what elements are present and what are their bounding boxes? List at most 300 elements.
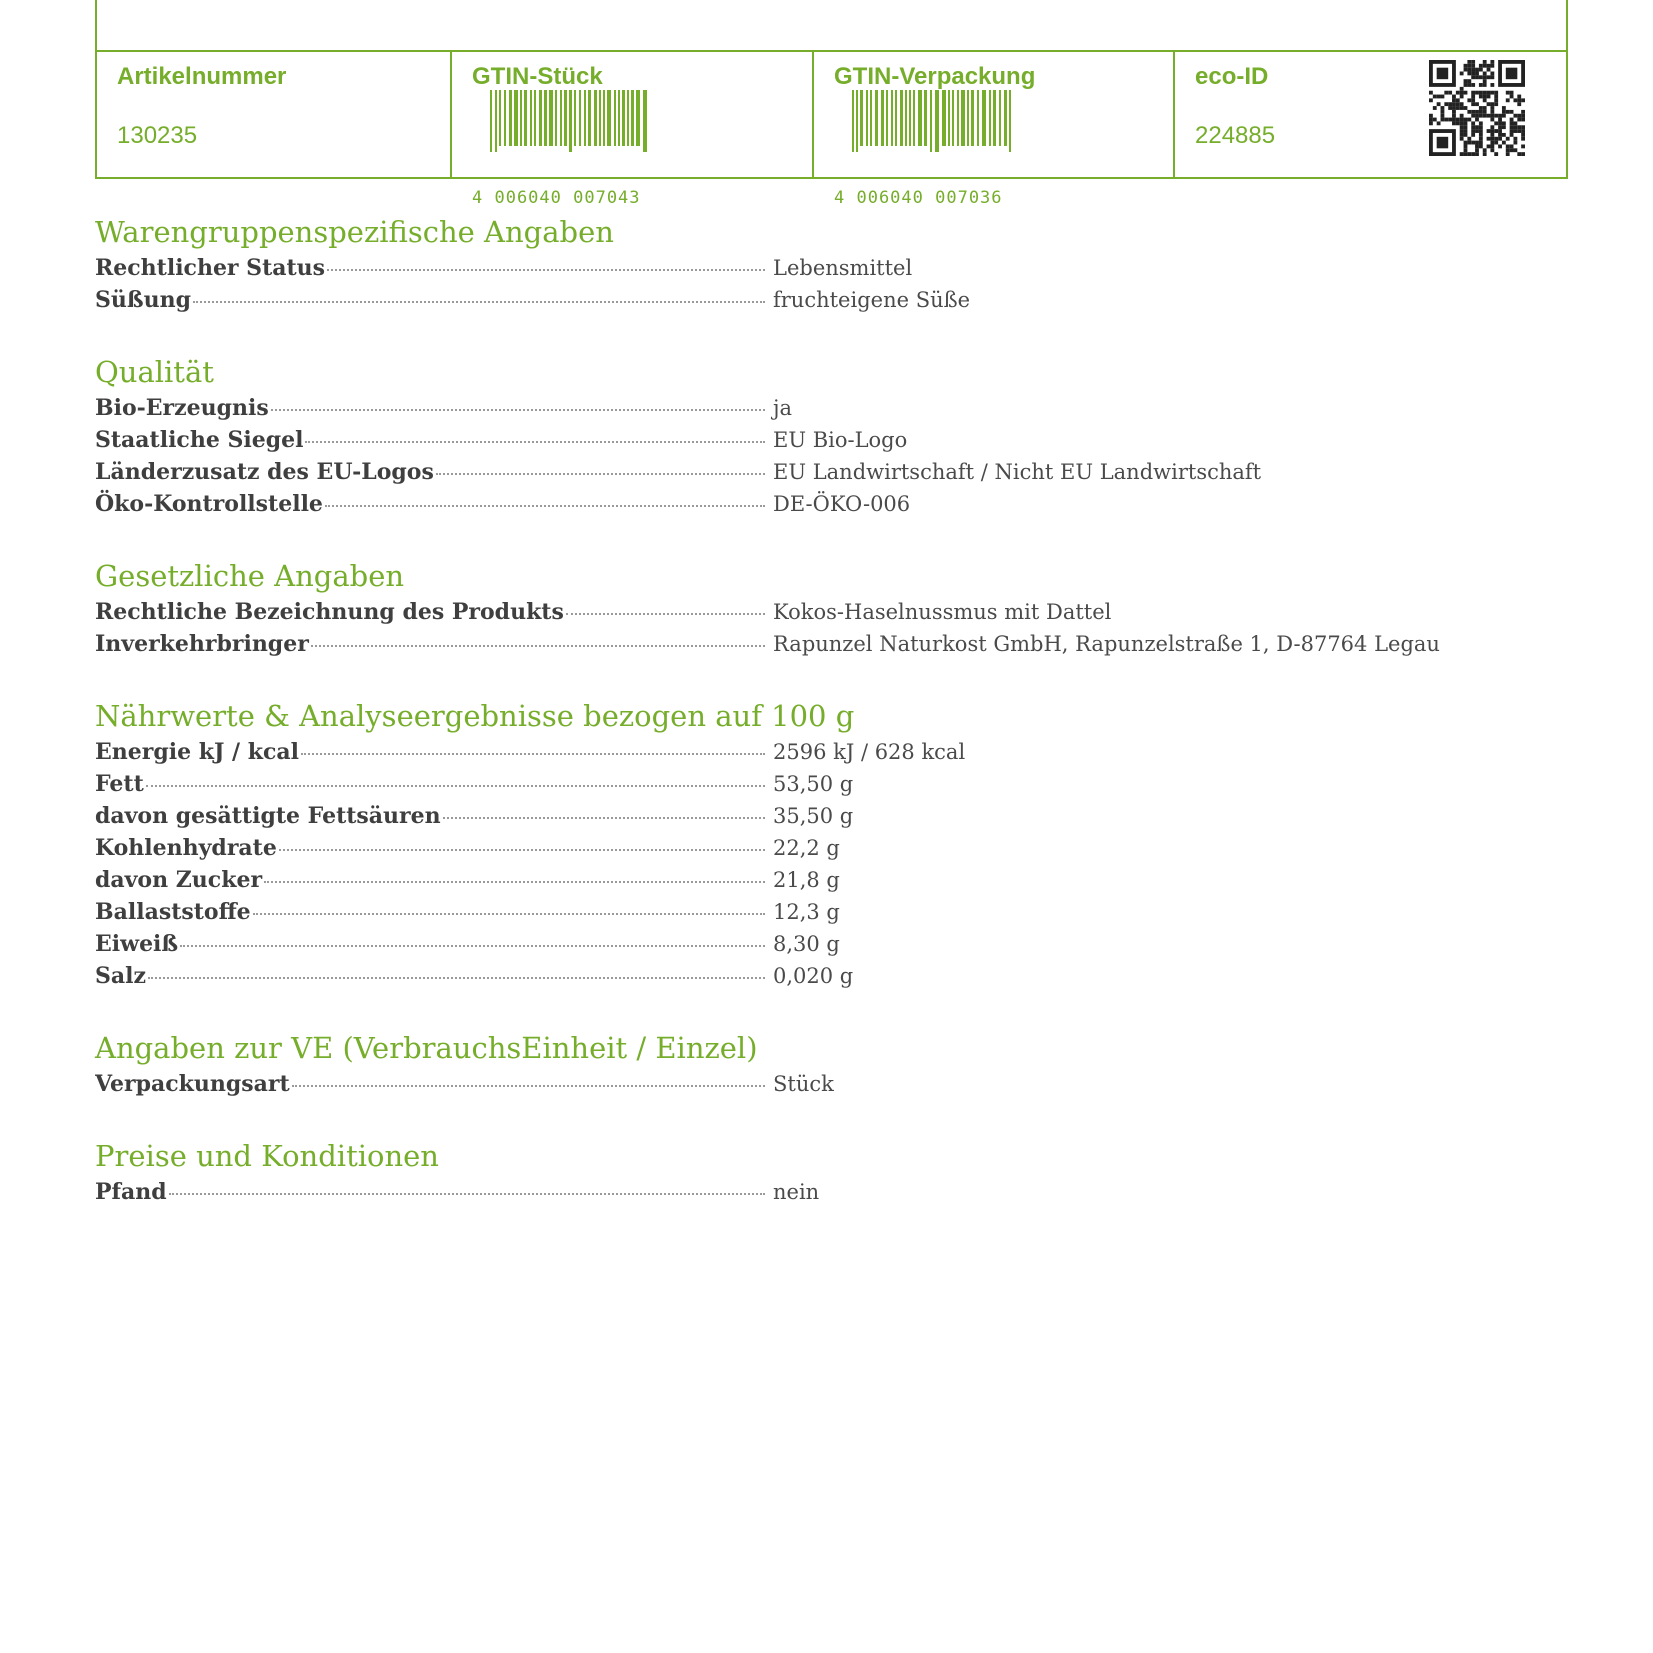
spec-row xyxy=(95,284,1475,316)
qr-module xyxy=(1460,121,1464,125)
qr-module xyxy=(1487,64,1491,68)
spec-value: DE-ÖKO-006 xyxy=(773,492,911,516)
qr-module xyxy=(1490,148,1494,152)
qr-module xyxy=(1471,95,1475,99)
qr-module xyxy=(1510,95,1514,99)
qr-module xyxy=(1479,137,1483,141)
dot-leader xyxy=(325,505,765,507)
qr-module xyxy=(1513,121,1517,125)
qr-module xyxy=(1475,114,1479,118)
qr-module xyxy=(1479,125,1483,129)
qr-module xyxy=(1521,137,1525,141)
qr-module xyxy=(1471,98,1475,102)
barcode-bar xyxy=(599,90,601,146)
qr-module xyxy=(1479,95,1483,99)
qr-module xyxy=(1487,144,1491,148)
qr-module xyxy=(1441,95,1445,99)
qr-module xyxy=(1471,125,1475,129)
barcode-bar xyxy=(607,90,611,146)
spec-label xyxy=(95,1068,765,1100)
qr-module xyxy=(1464,152,1468,156)
qr-module xyxy=(1475,110,1479,114)
barcode-bar xyxy=(636,90,640,146)
qr-module xyxy=(1483,152,1487,156)
barcode-bar xyxy=(856,90,858,152)
qr-module xyxy=(1494,98,1498,102)
section-title: Nährwerte & Analyseergebnisse bezogen auf 100 g xyxy=(95,699,855,733)
qr-module xyxy=(1502,133,1506,137)
qr-module xyxy=(1513,114,1517,118)
qr-module xyxy=(1475,148,1479,152)
spec-label-text: Ballaststoffe xyxy=(95,899,251,925)
barcode-bar xyxy=(534,90,536,146)
gtin-stueck-label: GTIN-Stück xyxy=(472,63,603,90)
qr-module xyxy=(1483,64,1487,68)
spec-value: EU Bio-Logo xyxy=(773,428,908,452)
qr-module xyxy=(1490,75,1494,79)
barcode-bar xyxy=(564,90,567,146)
qr-module xyxy=(1479,91,1483,95)
qr-code-icon xyxy=(1429,60,1525,156)
eco-id-value: 224885 xyxy=(1195,122,1276,149)
dot-leader xyxy=(566,613,765,615)
id-row xyxy=(97,50,1566,208)
qr-module xyxy=(1464,79,1468,83)
gtin-verpackung-label: GTIN-Verpackung xyxy=(834,63,1036,90)
qr-module xyxy=(1471,102,1475,106)
qr-module xyxy=(1452,106,1456,110)
spec-value: Kokos-Haselnussmus mit Dattel xyxy=(773,600,1112,624)
barcode-bar xyxy=(900,90,903,146)
qr-module xyxy=(1467,141,1471,145)
qr-module xyxy=(1483,91,1487,95)
barcode-bar xyxy=(935,90,939,152)
qr-module xyxy=(1475,152,1479,156)
qr-module xyxy=(1502,121,1506,125)
qr-module xyxy=(1479,144,1483,148)
barcode-bar xyxy=(603,90,605,146)
qr-module xyxy=(1521,98,1525,102)
barcode-bar xyxy=(495,90,497,152)
barcode-bar xyxy=(499,90,501,146)
spec-value: 53,50 g xyxy=(773,772,854,796)
qr-module xyxy=(1490,64,1494,68)
qr-module xyxy=(1471,114,1475,118)
qr-module xyxy=(1517,118,1521,122)
qr-module xyxy=(1521,110,1525,114)
barcode-bar xyxy=(574,90,576,146)
qr-module xyxy=(1498,144,1502,148)
qr-module xyxy=(1483,98,1487,102)
spec-row xyxy=(95,392,1475,424)
qr-finder xyxy=(1506,68,1518,80)
eco-id-label: eco-ID xyxy=(1195,63,1269,90)
qr-module xyxy=(1513,137,1517,141)
dot-leader xyxy=(264,881,765,883)
qr-module xyxy=(1464,64,1468,68)
section-title: Preise und Konditionen xyxy=(95,1139,439,1173)
qr-module xyxy=(1479,133,1483,137)
spec-value: Lebensmittel xyxy=(773,256,913,280)
gtin-verpackung-number: 4 006040 007036 xyxy=(834,188,1003,208)
qr-module xyxy=(1506,110,1510,114)
spec-label-text: Rechtlicher Status xyxy=(95,255,326,281)
qr-module xyxy=(1452,118,1456,122)
qr-module xyxy=(1490,114,1494,118)
qr-module xyxy=(1467,118,1471,122)
barcode-bar xyxy=(977,90,979,146)
qr-module xyxy=(1498,133,1502,137)
barcode-bar xyxy=(584,90,586,146)
dot-leader xyxy=(443,817,765,819)
qr-module xyxy=(1502,125,1506,129)
spec-label xyxy=(95,1176,765,1208)
spec-label-text: Eiweiß xyxy=(95,931,179,957)
qr-module xyxy=(1464,68,1468,72)
qr-module xyxy=(1475,68,1479,72)
spec-label xyxy=(95,800,765,832)
qr-module xyxy=(1506,144,1510,148)
qr-module xyxy=(1467,152,1471,156)
barcode-bars xyxy=(834,90,1016,152)
qr-module xyxy=(1502,106,1506,110)
spec-row xyxy=(95,488,1475,520)
qr-module xyxy=(1479,68,1483,72)
barcode-bar xyxy=(569,90,572,152)
spec-row xyxy=(95,456,1475,488)
qr-module xyxy=(1448,106,1452,110)
barcode-bar xyxy=(913,90,915,146)
barcode-bar xyxy=(490,90,492,152)
qr-module xyxy=(1433,106,1437,110)
qr-module xyxy=(1452,114,1456,118)
qr-module xyxy=(1517,114,1521,118)
qr-module xyxy=(1437,95,1441,99)
barcode-bar xyxy=(930,90,932,152)
barcode-bar xyxy=(881,90,884,146)
dot-leader xyxy=(436,473,765,475)
spec-label-text: Länderzusatz des EU-Logos xyxy=(95,459,434,485)
barcode-bar xyxy=(961,90,965,146)
spec-label xyxy=(95,424,765,456)
dot-leader xyxy=(311,645,765,647)
spec-value: 21,8 g xyxy=(773,868,840,892)
barcode-bar xyxy=(870,90,872,146)
qr-module xyxy=(1487,114,1491,118)
qr-finder xyxy=(1437,137,1449,149)
qr-module xyxy=(1513,148,1517,152)
qr-module xyxy=(1471,110,1475,114)
dot-leader xyxy=(327,269,765,271)
qr-module xyxy=(1502,110,1506,114)
qr-module xyxy=(1494,121,1498,125)
qr-module xyxy=(1498,125,1502,129)
barcode-bar xyxy=(622,90,625,146)
qr-module xyxy=(1483,83,1487,87)
qr-module xyxy=(1490,60,1494,64)
gtin-stueck-barcode-icon xyxy=(472,90,654,208)
qr-module xyxy=(1487,129,1491,133)
artikelnummer-label: Artikelnummer xyxy=(117,63,287,90)
barcode-bar xyxy=(594,90,597,146)
qr-module xyxy=(1429,121,1433,125)
qr-module xyxy=(1483,72,1487,76)
dot-leader xyxy=(305,441,765,443)
barcode-bar xyxy=(539,90,542,146)
qr-module xyxy=(1483,79,1487,83)
artikelnummer-value: 130235 xyxy=(117,122,198,149)
barcode-bar xyxy=(860,90,863,146)
qr-module xyxy=(1464,121,1468,125)
spec-value: 35,50 g xyxy=(773,804,854,828)
qr-module xyxy=(1483,95,1487,99)
qr-module xyxy=(1506,98,1510,102)
qr-module xyxy=(1498,129,1502,133)
qr-module xyxy=(1471,68,1475,72)
barcode-bar xyxy=(504,90,506,146)
qr-module xyxy=(1475,118,1479,122)
dot-leader xyxy=(146,785,765,787)
qr-module xyxy=(1490,141,1494,145)
qr-module xyxy=(1494,91,1498,95)
gtin-verpackung-barcode-icon xyxy=(834,90,1016,208)
qr-module xyxy=(1456,121,1460,125)
qr-module xyxy=(1456,106,1460,110)
qr-module xyxy=(1441,110,1445,114)
qr-module xyxy=(1513,98,1517,102)
qr-module xyxy=(1429,98,1433,102)
spec-section xyxy=(95,1136,1475,1208)
qr-module xyxy=(1437,102,1441,106)
qr-module xyxy=(1483,110,1487,114)
spec-value: EU Landwirtschaft / Nicht EU Landwirtschaft xyxy=(773,460,1262,484)
qr-module xyxy=(1483,60,1487,64)
qr-module xyxy=(1498,118,1502,122)
qr-module xyxy=(1471,75,1475,79)
qr-module xyxy=(1464,144,1468,148)
qr-module xyxy=(1498,121,1502,125)
artikelnummer-cell xyxy=(97,52,452,177)
dot-leader xyxy=(301,753,765,755)
qr-module xyxy=(1460,87,1464,91)
section-title: Gesetzliche Angaben xyxy=(95,559,405,593)
qr-module xyxy=(1471,91,1475,95)
qr-module xyxy=(1475,129,1479,133)
qr-module xyxy=(1433,118,1437,122)
qr-module xyxy=(1444,91,1448,95)
spec-value: 2596 kJ / 628 kcal xyxy=(773,740,966,764)
qr-module xyxy=(1510,121,1514,125)
spec-label-text: Staatliche Siegel xyxy=(95,427,304,453)
spec-value: 22,2 g xyxy=(773,836,840,860)
qr-module xyxy=(1460,125,1464,129)
qr-module xyxy=(1475,75,1479,79)
qr-module xyxy=(1490,110,1494,114)
qr-module xyxy=(1490,91,1494,95)
dot-leader xyxy=(253,913,765,915)
qr-module xyxy=(1464,83,1468,87)
barcode-bar xyxy=(509,90,512,146)
barcode-bar xyxy=(918,90,922,146)
qr-module xyxy=(1475,102,1479,106)
qr-module xyxy=(1510,118,1514,122)
qr-module xyxy=(1479,121,1483,125)
qr-module xyxy=(1464,125,1468,129)
spec-row xyxy=(95,424,1475,456)
qr-module xyxy=(1475,144,1479,148)
barcode-bar xyxy=(971,90,974,146)
qr-module xyxy=(1513,141,1517,145)
barcode-bar xyxy=(614,90,616,146)
spec-row xyxy=(95,960,1475,992)
barcode-bar xyxy=(905,90,907,146)
qr-module xyxy=(1452,95,1456,99)
spec-value: 8,30 g xyxy=(773,932,840,956)
spec-row xyxy=(95,864,1475,896)
qr-module xyxy=(1471,133,1475,137)
qr-module xyxy=(1487,68,1491,72)
qr-module xyxy=(1460,102,1464,106)
qr-module xyxy=(1429,118,1433,122)
spec-label xyxy=(95,768,765,800)
spec-label-text: Rechtliche Bezeichnung des Produkts xyxy=(95,599,564,625)
qr-module xyxy=(1521,152,1525,156)
spec-label xyxy=(95,252,765,284)
spec-label xyxy=(95,928,765,960)
qr-module xyxy=(1460,118,1464,122)
spec-label-text: Süßung xyxy=(95,287,191,313)
qr-module xyxy=(1452,121,1456,125)
dot-leader xyxy=(271,409,765,411)
spec-label xyxy=(95,736,765,768)
qr-module xyxy=(1521,129,1525,133)
section-title: Warengruppenspezifische Angaben xyxy=(95,215,614,249)
spec-label-text: Fett xyxy=(95,771,144,797)
qr-module xyxy=(1490,72,1494,76)
spec-label xyxy=(95,864,765,896)
barcode-bar xyxy=(989,90,991,146)
qr-module xyxy=(1460,72,1464,76)
spec-value: 0,020 g xyxy=(773,964,854,988)
barcode-bar xyxy=(875,90,878,146)
qr-module xyxy=(1510,125,1514,129)
qr-module xyxy=(1479,114,1483,118)
spec-value: 12,3 g xyxy=(773,900,840,924)
qr-module xyxy=(1441,114,1445,118)
dot-leader xyxy=(169,1193,765,1195)
qr-module xyxy=(1490,144,1494,148)
qr-module xyxy=(1467,60,1471,64)
qr-module xyxy=(1479,129,1483,133)
qr-module xyxy=(1448,102,1452,106)
qr-module xyxy=(1460,137,1464,141)
spec-label-text: davon gesättigte Fettsäuren xyxy=(95,803,441,829)
gtin-stueck-cell xyxy=(452,52,814,208)
spec-value: Stück xyxy=(773,1072,834,1096)
dot-leader xyxy=(180,945,765,947)
spec-label xyxy=(95,628,765,660)
spec-value: fruchteigene Süße xyxy=(773,288,971,312)
qr-module xyxy=(1441,118,1445,122)
barcode-bar xyxy=(967,90,969,146)
qr-module xyxy=(1517,102,1521,106)
qr-module xyxy=(1487,102,1491,106)
qr-module xyxy=(1444,102,1448,106)
barcode-bar xyxy=(631,90,634,146)
spec-row xyxy=(95,800,1475,832)
barcode-bar xyxy=(520,90,522,146)
spec-value: ja xyxy=(773,396,793,420)
barcode-bar xyxy=(852,90,854,152)
qr-module xyxy=(1460,129,1464,133)
qr-module xyxy=(1471,129,1475,133)
qr-module xyxy=(1479,141,1483,145)
spec-label-text: Salz xyxy=(95,963,146,989)
barcode-bar xyxy=(993,90,996,146)
qr-module xyxy=(1521,133,1525,137)
qr-module xyxy=(1494,137,1498,141)
qr-module xyxy=(1467,137,1471,141)
qr-module xyxy=(1487,91,1491,95)
qr-module xyxy=(1452,98,1456,102)
spec-row xyxy=(95,768,1475,800)
gtin-verpackung-cell xyxy=(814,52,1175,208)
barcode-bar xyxy=(999,90,1001,146)
spec-label xyxy=(95,488,765,520)
qr-module xyxy=(1490,83,1494,87)
qr-module xyxy=(1464,141,1468,145)
spec-label-text: Inverkehrbringer xyxy=(95,631,309,657)
spec-label-text: Kohlenhydrate xyxy=(95,835,277,861)
qr-module xyxy=(1487,137,1491,141)
qr-module xyxy=(1521,118,1525,122)
spec-row xyxy=(95,928,1475,960)
barcode-bar xyxy=(866,90,868,146)
qr-module xyxy=(1479,83,1483,87)
qr-module xyxy=(1517,98,1521,102)
qr-module xyxy=(1487,75,1491,79)
barcode-bar xyxy=(555,90,557,146)
qr-module xyxy=(1475,72,1479,76)
qr-module xyxy=(1464,129,1468,133)
spec-label xyxy=(95,392,765,424)
barcode-bar xyxy=(909,90,911,146)
barcode-bar xyxy=(643,90,647,152)
barcode-bar xyxy=(514,90,518,146)
qr-module xyxy=(1510,110,1514,114)
qr-module xyxy=(1483,106,1487,110)
qr-module xyxy=(1464,106,1468,110)
qr-module xyxy=(1517,125,1521,129)
qr-module xyxy=(1483,75,1487,79)
barcode-bar xyxy=(1004,90,1007,146)
dot-leader xyxy=(292,1085,765,1087)
qr-module xyxy=(1464,148,1468,152)
qr-module xyxy=(1467,68,1471,72)
spec-label-text: Öko-Kontrollstelle xyxy=(95,491,323,517)
qr-module xyxy=(1471,141,1475,145)
spec-section xyxy=(95,1028,1475,1100)
qr-module xyxy=(1467,64,1471,68)
qr-module xyxy=(1467,110,1471,114)
spec-label-text: Verpackungsart xyxy=(95,1071,290,1097)
spec-value: nein xyxy=(773,1180,820,1204)
section-title: Angaben zur VE (VerbrauchsEinheit / Einzel) xyxy=(95,1031,758,1065)
qr-module xyxy=(1460,95,1464,99)
spec-section xyxy=(95,352,1475,520)
qr-module xyxy=(1490,133,1494,137)
spec-label-text: Bio-Erzeugnis xyxy=(95,395,269,421)
